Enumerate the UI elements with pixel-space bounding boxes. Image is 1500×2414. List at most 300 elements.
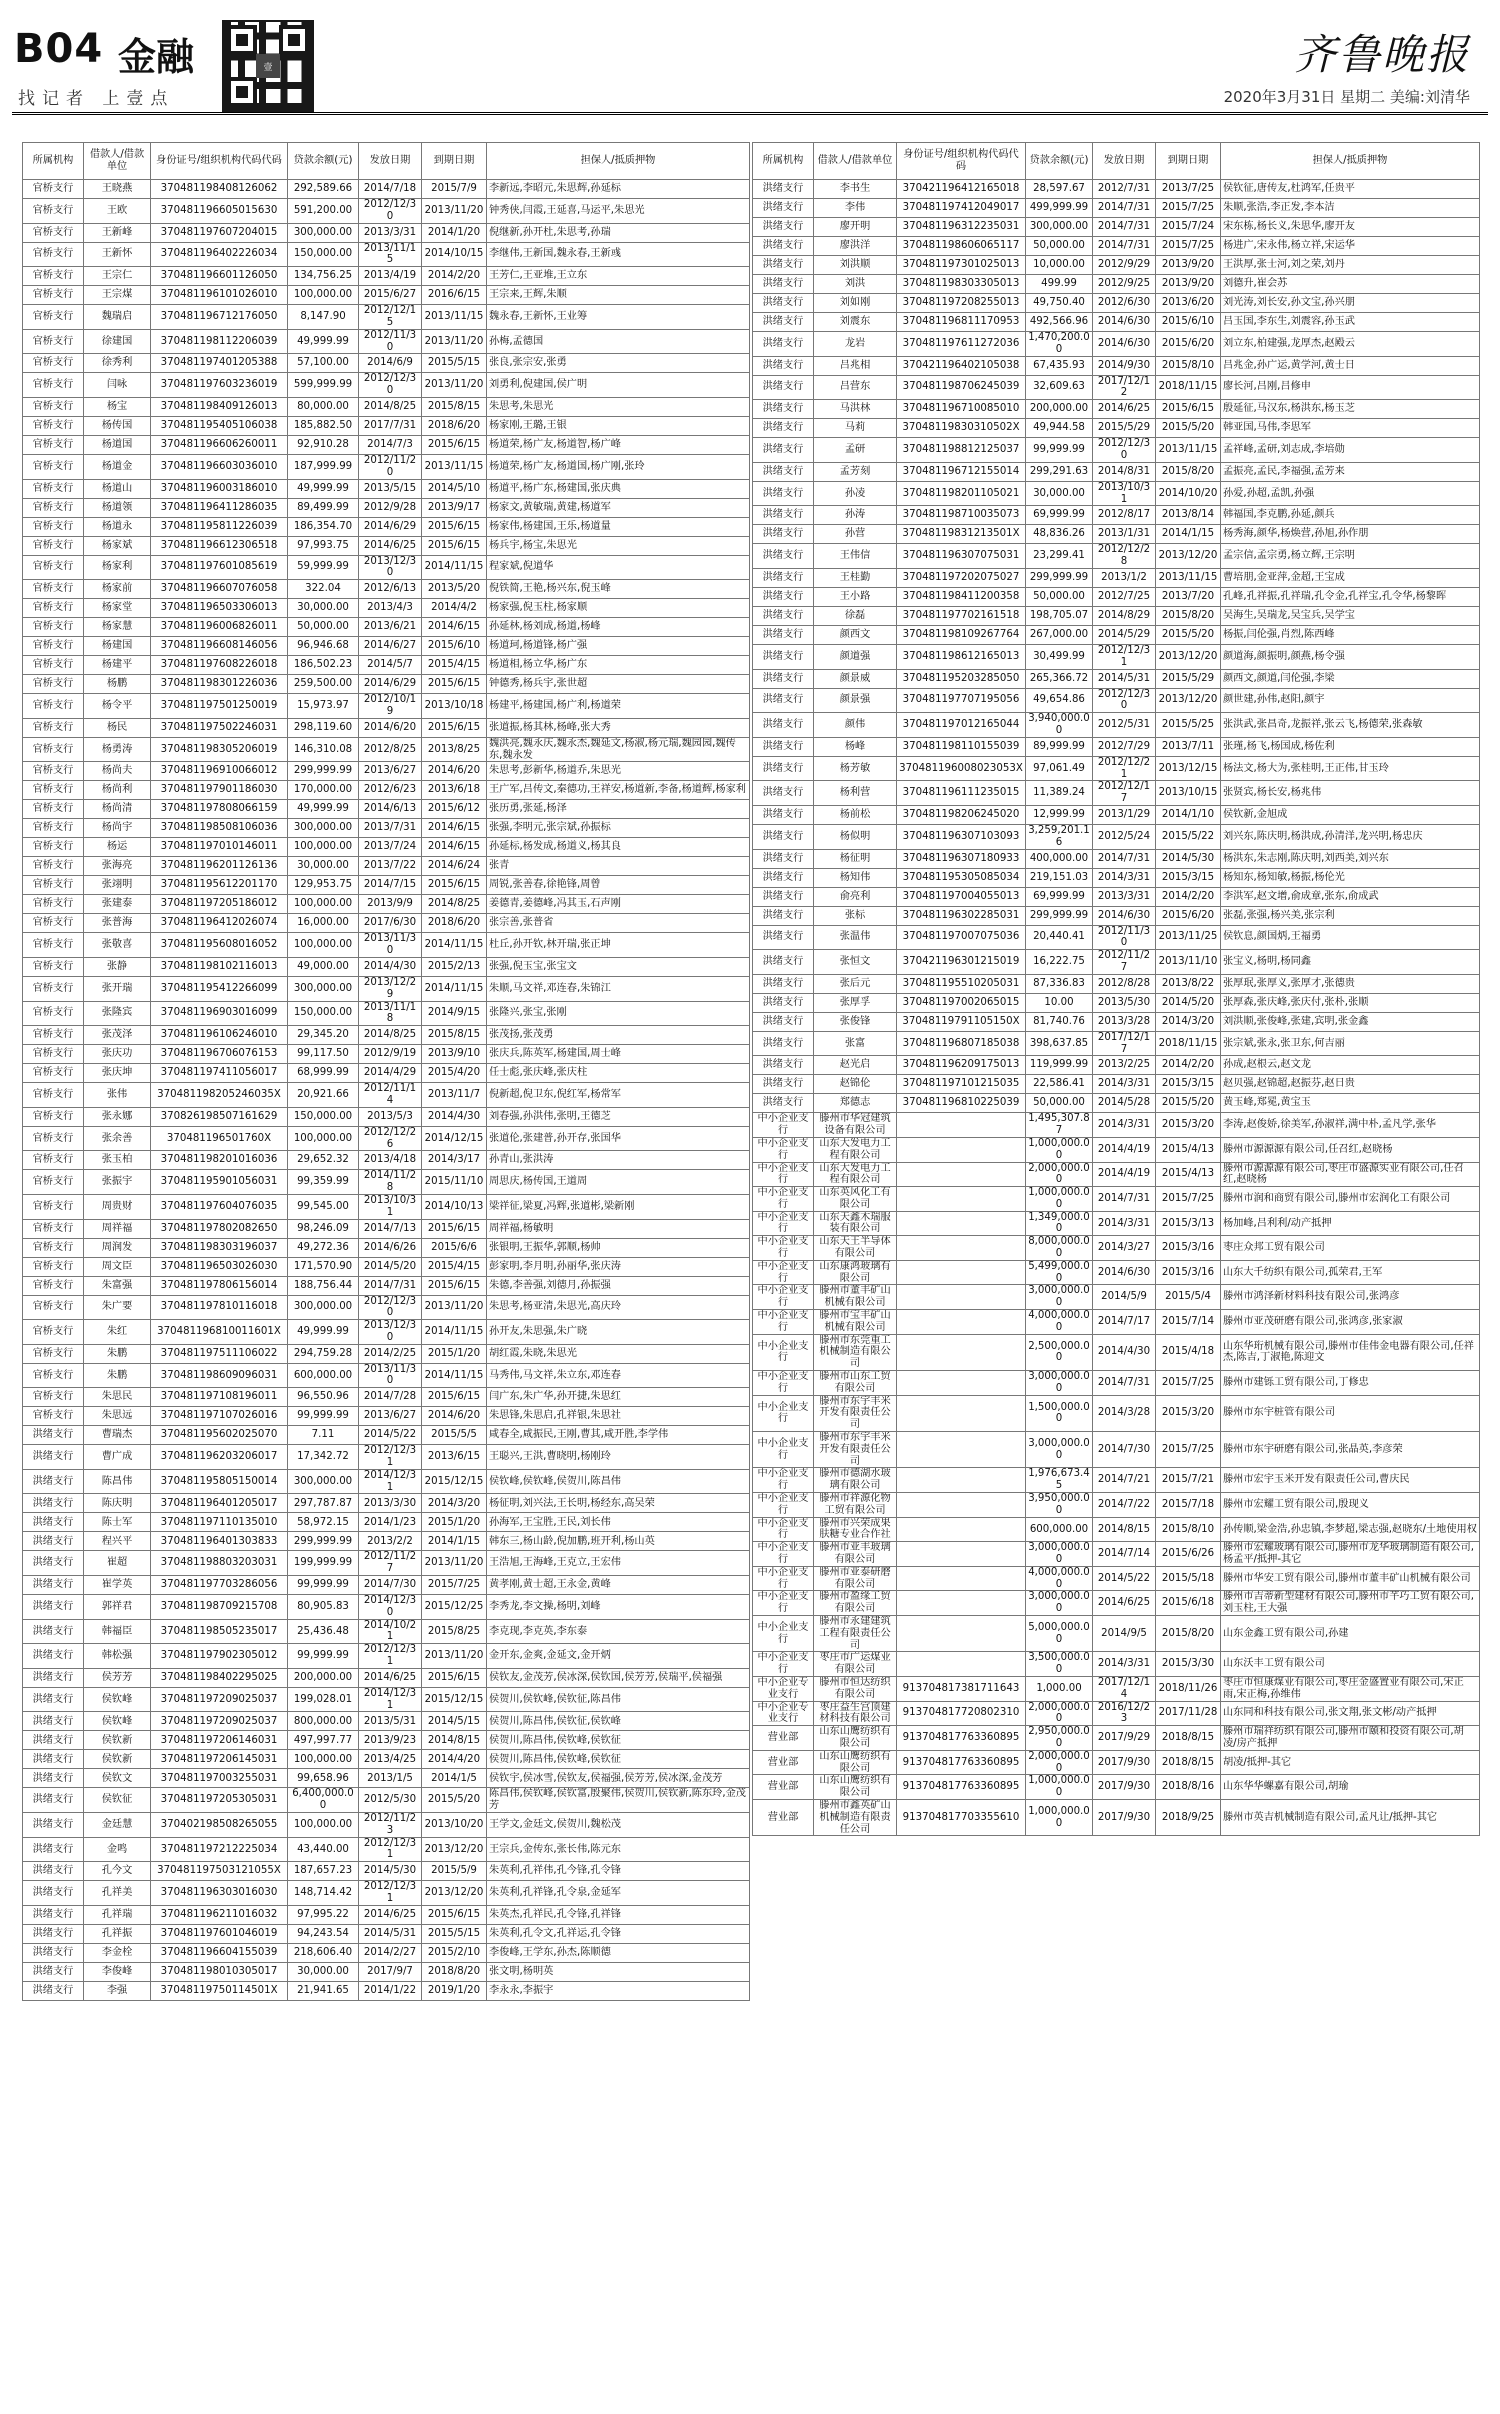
table-row xyxy=(753,1652,1480,1677)
table-cell: 300,000.00 xyxy=(288,223,359,242)
table-cell: 300,000.00 xyxy=(288,819,359,838)
table-cell: 滕州市华安工贸有限公司,滕州市董丰矿山机械有限公司 xyxy=(1221,1566,1480,1591)
table-cell: 43,440.00 xyxy=(288,1837,359,1862)
table-row xyxy=(23,329,750,354)
table-cell: 杨家前 xyxy=(84,580,151,599)
table-cell: 颜道海,颜振明,颜燕,杨令强 xyxy=(1221,644,1480,669)
table-row xyxy=(23,1126,750,1151)
table-cell: 370481198508106036 xyxy=(151,819,288,838)
table-cell: 2016/6/15 xyxy=(422,286,487,305)
table-cell: 2018/8/15 xyxy=(1156,1750,1221,1775)
table-row xyxy=(23,1426,750,1445)
table-cell: 370481195901056031 xyxy=(151,1170,288,1195)
table-cell: 官桥支行 xyxy=(23,1407,84,1426)
table-cell: 洪绪支行 xyxy=(23,1595,84,1620)
table-cell: 171,570.90 xyxy=(288,1257,359,1276)
table-cell: 22,586.41 xyxy=(1026,1075,1093,1094)
table-cell: 洪绪支行 xyxy=(753,1012,814,1031)
table-cell: 枣庄市广运煤业有限公司 xyxy=(814,1652,897,1677)
table-cell: 颜西文,颜道,闫伦强,李梁 xyxy=(1221,669,1480,688)
table-cell: 金开东,金爽,金延文,金开炳 xyxy=(487,1644,750,1669)
section-title: 金融 xyxy=(118,35,195,79)
table-cell: 2014/7/18 xyxy=(359,180,422,199)
table-cell: 滕州市德湖水玻璃有限公司 xyxy=(814,1468,897,1493)
table-cell: 370481198812125037 xyxy=(897,438,1026,463)
table-cell: 2012/12/17 xyxy=(1093,781,1156,806)
table-cell: 2018/11/15 xyxy=(1156,1031,1221,1056)
table-cell: 张庆坤 xyxy=(84,1064,151,1083)
table-cell: 370481196201126136 xyxy=(151,857,288,876)
table-cell: 49,944.58 xyxy=(1026,419,1093,438)
table-cell: 滕州市建铄工贸有限公司,丁修忠 xyxy=(1221,1371,1480,1396)
table-cell: 中小企业支行 xyxy=(753,1113,814,1138)
table-cell: 官桥支行 xyxy=(23,1276,84,1295)
table-row xyxy=(753,237,1480,256)
table-cell: 2015/6/15 xyxy=(422,718,487,737)
table-cell: 胡凌/抵押-其它 xyxy=(1221,1750,1480,1775)
table-cell: 2017/9/30 xyxy=(1093,1750,1156,1775)
table-cell: 2016/12/23 xyxy=(1093,1701,1156,1726)
table-cell: 洪绪支行 xyxy=(753,481,814,506)
table-cell: 滕州市山东工贸有限公司 xyxy=(814,1371,897,1396)
table-row xyxy=(753,1701,1480,1726)
table-cell: 2015/8/10 xyxy=(1156,1517,1221,1542)
table-row xyxy=(23,223,750,242)
table-cell: 2013/4/19 xyxy=(359,267,422,286)
table-cell: 杨兵宇,杨宝,朱思光 xyxy=(487,536,750,555)
table-cell: 孟芳刻 xyxy=(814,462,897,481)
table-cell: 2014/7/31 xyxy=(359,1276,422,1295)
table-cell: 370481197802082650 xyxy=(151,1219,288,1238)
table-cell: 2017/9/29 xyxy=(1093,1726,1156,1751)
table-cell: 朱鹏 xyxy=(84,1344,151,1363)
table-cell: 2014/7/31 xyxy=(1093,849,1156,868)
table-cell: 99,359.99 xyxy=(288,1170,359,1195)
table-cell: 孔祥美 xyxy=(84,1881,151,1906)
table-cell: 山东康鸿玻璃有限公司 xyxy=(814,1260,897,1285)
table-cell: 张瑾,杨飞,杨国成,杨佐利 xyxy=(1221,737,1480,756)
table-cell: 2015/5/20 xyxy=(1156,625,1221,644)
table-cell: 2012/6/30 xyxy=(1093,294,1156,313)
table-cell: 2015/4/15 xyxy=(422,656,487,675)
table-cell: 2015/6/20 xyxy=(1156,332,1221,357)
table-row xyxy=(753,356,1480,375)
table-cell: 2015/7/24 xyxy=(1156,218,1221,237)
table-row xyxy=(23,199,750,224)
table-cell: 2013/6/15 xyxy=(422,1445,487,1470)
table-cell: 370481197002065015 xyxy=(897,993,1026,1012)
table-cell: 山东山鹰纺织有限公司 xyxy=(814,1750,897,1775)
table-cell: 咸春全,咸振民,王刚,曹其,咸开胜,李学伟 xyxy=(487,1426,750,1445)
table-cell: 2014/7/22 xyxy=(1093,1493,1156,1518)
table-cell: 37048119830310502X xyxy=(897,419,1026,438)
table-cell: 370481197511106022 xyxy=(151,1344,288,1363)
table-cell: 王新峰 xyxy=(84,223,151,242)
table-cell: 2012/12/30 xyxy=(359,1295,422,1320)
table-cell: 370481198109267764 xyxy=(897,625,1026,644)
table-cell: 王广军,吕传文,秦德功,王祥安,杨道新,李备,杨道辉,杨家利 xyxy=(487,781,750,800)
table-cell xyxy=(897,1591,1026,1616)
table-cell: 370481196603036010 xyxy=(151,454,288,479)
table-cell: 2014/1/5 xyxy=(422,1769,487,1788)
table-cell: 官桥支行 xyxy=(23,1170,84,1195)
table-cell: 王宗兵,金传东,张长伟,陈元东 xyxy=(487,1837,750,1862)
table-cell: 2015/6/26 xyxy=(1156,1542,1221,1567)
table-cell: 洪绪支行 xyxy=(23,1881,84,1906)
table-cell: 洪绪支行 xyxy=(23,1750,84,1769)
table-cell: 1,500,000.00 xyxy=(1026,1395,1093,1431)
table-cell: 199,999.99 xyxy=(288,1551,359,1576)
table-cell: 2012/12/30 xyxy=(359,373,422,398)
table-cell: 89,999.99 xyxy=(1026,737,1093,756)
table-cell: 朱英利,孔祥锋,孔令泉,金延军 xyxy=(487,1881,750,1906)
table-cell: 洪绪支行 xyxy=(753,644,814,669)
table-cell: 370481197810116018 xyxy=(151,1295,288,1320)
table-cell: 2013/4/18 xyxy=(359,1151,422,1170)
table-cell: 370481197003255031 xyxy=(151,1769,288,1788)
table-cell: 中小企业支行 xyxy=(753,1211,814,1236)
table-cell: 2015/2/10 xyxy=(422,1943,487,1962)
table-row xyxy=(753,756,1480,781)
table-cell: 孔今文 xyxy=(84,1862,151,1881)
table-cell: 2012/11/14 xyxy=(359,1083,422,1108)
table-cell: 2017/9/30 xyxy=(1093,1799,1156,1835)
table-row xyxy=(753,993,1480,1012)
table-cell: 官桥支行 xyxy=(23,1064,84,1083)
table-cell: 金廷慧 xyxy=(84,1813,151,1838)
table-cell: 杨知伟 xyxy=(814,868,897,887)
table-cell: 99,999.99 xyxy=(1026,438,1093,463)
table-row xyxy=(23,1924,750,1943)
table-cell: 2013/5/31 xyxy=(359,1712,422,1731)
table-cell: 金鸣 xyxy=(84,1837,151,1862)
table-cell: 洪绪支行 xyxy=(753,606,814,625)
table-row xyxy=(753,199,1480,218)
table-cell: 2014/7/17 xyxy=(1093,1310,1156,1335)
table-cell: 370481198201105021 xyxy=(897,481,1026,506)
table-cell: 滕州市宏耀玻璃有限公司,滕州市龙华玻璃制造有限公司,杨孟平/抵押-其它 xyxy=(1221,1542,1480,1567)
table-row xyxy=(753,1162,1480,1187)
table-cell: 23,299.41 xyxy=(1026,544,1093,569)
table-cell: 370481197503121055X xyxy=(151,1862,288,1881)
table-row xyxy=(23,517,750,536)
table-row xyxy=(23,1064,750,1083)
table-cell: 2014/4/2 xyxy=(422,599,487,618)
table-cell: 28,597.67 xyxy=(1026,180,1093,199)
table-cell: 张振宇 xyxy=(84,1170,151,1195)
table-cell: 洪绪支行 xyxy=(753,218,814,237)
table-cell: 2014/5/22 xyxy=(359,1426,422,1445)
table-row xyxy=(753,824,1480,849)
table-cell: 张标 xyxy=(814,906,897,925)
table-cell: 孙爱,孙超,孟凯,孙强 xyxy=(1221,481,1480,506)
table-cell: 97,993.75 xyxy=(288,536,359,555)
table-cell: 张伟 xyxy=(84,1083,151,1108)
table-row xyxy=(23,1731,750,1750)
table-cell: 杨令平 xyxy=(84,694,151,719)
table-cell: 杨尚利 xyxy=(84,781,151,800)
table-cell: 张隆兴,张宝,张刚 xyxy=(487,1001,750,1026)
table-cell: 97,061.49 xyxy=(1026,756,1093,781)
qr-code-icon[interactable] xyxy=(222,20,314,112)
table-cell: 2014/4/29 xyxy=(359,1064,422,1083)
table-cell: 洪绪支行 xyxy=(23,1494,84,1513)
table-cell: 2015/3/15 xyxy=(1156,1075,1221,1094)
table-cell: 官桥支行 xyxy=(23,1344,84,1363)
page-code: B04 xyxy=(14,26,104,72)
table-cell: 370481197007075036 xyxy=(897,925,1026,950)
table-cell: 2014/3/17 xyxy=(422,1151,487,1170)
table-cell: 2015/6/6 xyxy=(422,1238,487,1257)
table-cell: 杨征明,刘兴法,王长明,杨经东,高吴荣 xyxy=(487,1494,750,1513)
table-cell: 2014/8/25 xyxy=(422,895,487,914)
table-cell: 370481198201016036 xyxy=(151,1151,288,1170)
table-cell: 洪绪支行 xyxy=(23,1905,84,1924)
table-cell: 洪绪支行 xyxy=(23,1962,84,1981)
table-cell: 侯钦峰 xyxy=(84,1687,151,1712)
col-header: 身份证号/组织机构代码代码 xyxy=(897,143,1026,180)
table-row xyxy=(23,1170,750,1195)
table-cell: 孟祥峰,孟研,刘志成,李培勋 xyxy=(1221,438,1480,463)
table-cell: 崔超 xyxy=(84,1551,151,1576)
table-cell: 2014/11/15 xyxy=(422,1363,487,1388)
table-cell: 洪绪支行 xyxy=(23,1813,84,1838)
table-cell: 2015/7/25 xyxy=(1156,199,1221,218)
table-cell: 370481198606065117 xyxy=(897,237,1026,256)
table-cell: 张洪武,张昌奇,龙振祥,张云飞,杨德荣,张森敏 xyxy=(1221,713,1480,738)
table-cell: 50,000.00 xyxy=(288,618,359,637)
table-cell: 2012/9/29 xyxy=(1093,256,1156,275)
table-cell: 370481198303196037 xyxy=(151,1238,288,1257)
table-row xyxy=(23,1276,750,1295)
table-cell: 370481197010146011 xyxy=(151,838,288,857)
table-cell: 张银明,王振华,郭顺,杨帅 xyxy=(487,1238,750,1257)
table-cell: 2015/3/30 xyxy=(1156,1652,1221,1677)
table-row xyxy=(23,1257,750,1276)
table-cell: 96,550.96 xyxy=(288,1388,359,1407)
table-cell: 杨建国 xyxy=(84,637,151,656)
table-cell: 2012/12/21 xyxy=(1093,756,1156,781)
table-cell: 2013/2/2 xyxy=(359,1532,422,1551)
table-cell: 370481197209025037 xyxy=(151,1712,288,1731)
table-cell: 钟秀侠,闫霞,王延喜,马运平,朱思光 xyxy=(487,199,750,224)
table-cell: 洪绪支行 xyxy=(23,1924,84,1943)
table-cell: 2015/6/27 xyxy=(359,286,422,305)
table-row xyxy=(23,242,750,267)
table-cell: 2014/7/31 xyxy=(1093,1187,1156,1212)
table-row xyxy=(23,838,750,857)
table-row xyxy=(23,933,750,958)
table-cell: 周锐,张善春,徐艳锋,周曾 xyxy=(487,876,750,895)
table-cell: 2014/3/31 xyxy=(1093,868,1156,887)
table-cell: 侯钦征 xyxy=(84,1788,151,1813)
table-cell: 陈昌伟 xyxy=(84,1469,151,1494)
table-cell: 370481196203206017 xyxy=(151,1445,288,1470)
table-cell: 2015/8/20 xyxy=(1156,462,1221,481)
table-cell: 孙海军,王宝胜,王民,刘长伟 xyxy=(487,1513,750,1532)
table-cell: 洪绪支行 xyxy=(753,1031,814,1056)
table-cell: 张温伟 xyxy=(814,925,897,950)
table-cell: 2014/4/30 xyxy=(1093,1334,1156,1370)
table-cell: 杨征明 xyxy=(814,849,897,868)
table-cell: 298,119.60 xyxy=(288,718,359,737)
table-cell: 滕州市祥源化物工贸有限公司 xyxy=(814,1493,897,1518)
table-cell: 官桥支行 xyxy=(23,762,84,781)
table-cell: 100,000.00 xyxy=(288,1813,359,1838)
table-cell: 2014/11/15 xyxy=(422,976,487,1001)
table-cell: 2013/1/5 xyxy=(359,1769,422,1788)
table-cell: 侯钦新,金旭成 xyxy=(1221,805,1480,824)
table-cell: 370481197209025037 xyxy=(151,1687,288,1712)
table-cell: 韩东三,杨山龄,倪加鹏,班开利,杨山英 xyxy=(487,1532,750,1551)
table-cell: 2013/11/15 xyxy=(359,242,422,267)
table-cell: 591,200.00 xyxy=(288,199,359,224)
table-cell: 吕兆金,孙广运,黄学河,黄士日 xyxy=(1221,356,1480,375)
table-cell: 2015/7/25 xyxy=(1156,1432,1221,1468)
table-cell: 370481196101026010 xyxy=(151,286,288,305)
table-cell: 倪继新,孙开杜,朱思考,孙瑞 xyxy=(487,223,750,242)
table-cell: 370481196710085010 xyxy=(897,400,1026,419)
table-cell: 王桂勤 xyxy=(814,568,897,587)
table-row xyxy=(753,180,1480,199)
table-cell: 滕州市永建建筑工程有限责任公司 xyxy=(814,1615,897,1651)
table-cell: 2014/3/31 xyxy=(1093,1075,1156,1094)
table-cell: 2012/12/31 xyxy=(359,1644,422,1669)
table-cell: 洪绪支行 xyxy=(753,180,814,199)
table-cell: 2018/8/16 xyxy=(1156,1775,1221,1800)
table-row xyxy=(23,895,750,914)
table-row xyxy=(753,1493,1480,1518)
table-cell: 370481198102116013 xyxy=(151,957,288,976)
table-row xyxy=(23,1238,750,1257)
table-cell: 2013/7/31 xyxy=(359,819,422,838)
table-cell: 300,000.00 xyxy=(1026,218,1093,237)
table-cell: 山东金鑫工贸有限公司,孙建 xyxy=(1221,1615,1480,1651)
table-cell: 侯钦峰 xyxy=(84,1712,151,1731)
table-cell: 山东英风化工有限公司 xyxy=(814,1187,897,1212)
table-cell: 朱思远 xyxy=(84,1407,151,1426)
table-cell: 99,117.50 xyxy=(288,1045,359,1064)
table-cell: 2012/9/19 xyxy=(359,1045,422,1064)
table-cell: 370481198706245039 xyxy=(897,375,1026,400)
table-cell: 2013/5/3 xyxy=(359,1107,422,1126)
table-cell: 2012/11/30 xyxy=(1093,925,1156,950)
table-cell: 2014/10/21 xyxy=(359,1619,422,1644)
table-cell: 2015/4/18 xyxy=(1156,1334,1221,1370)
table-cell: 2012/8/28 xyxy=(1093,974,1156,993)
table-cell: 913704817703355610 xyxy=(897,1799,1026,1835)
table-cell: 官桥支行 xyxy=(23,305,84,330)
table-row xyxy=(23,1750,750,1769)
table-cell: 孙梅,孟德国 xyxy=(487,329,750,354)
table-cell: 2014/1/23 xyxy=(359,1513,422,1532)
table-cell: 2014/6/29 xyxy=(359,517,422,536)
table-cell: 李俊峰 xyxy=(84,1962,151,1981)
table-row xyxy=(753,1676,1480,1701)
table-cell: 2015/5/9 xyxy=(422,1862,487,1881)
table-cell: 2015/7/18 xyxy=(1156,1493,1221,1518)
table-cell: 96,946.68 xyxy=(288,637,359,656)
table-cell: 2015/2/13 xyxy=(422,957,487,976)
col-header: 到期日期 xyxy=(422,143,487,180)
table-row xyxy=(23,599,750,618)
table-cell: 2012/11/20 xyxy=(359,454,422,479)
table-cell: 吕兆相 xyxy=(814,356,897,375)
table-row xyxy=(753,1012,1480,1031)
table-cell: 48,836.26 xyxy=(1026,525,1093,544)
table-cell: 370481197110135010 xyxy=(151,1513,288,1532)
table-cell: 67,435.93 xyxy=(1026,356,1093,375)
table-cell: 杨家文,黄敏瑞,黄建,杨道军 xyxy=(487,498,750,517)
table-cell: 2012/10/19 xyxy=(359,694,422,719)
table-row xyxy=(753,275,1480,294)
table-cell: 官桥支行 xyxy=(23,354,84,373)
table-cell: 朱思考,杨亚清,朱思光,高庆玲 xyxy=(487,1295,750,1320)
table-cell xyxy=(897,1468,1026,1493)
table-cell: 30,000.00 xyxy=(288,1962,359,1981)
table-cell: 官桥支行 xyxy=(23,397,84,416)
table-cell: 2015/12/25 xyxy=(422,1595,487,1620)
table-cell: 李克现,李克英,李东泰 xyxy=(487,1619,750,1644)
table-cell: 2012/11/23 xyxy=(359,1813,422,1838)
table-cell xyxy=(897,1113,1026,1138)
table-cell: 370481197301025013 xyxy=(897,256,1026,275)
table-cell: 杜丘,孙开钦,林开瑞,张正坤 xyxy=(487,933,750,958)
table-cell: 杨尚夫 xyxy=(84,762,151,781)
table-cell: 李金栓 xyxy=(84,1943,151,1962)
table-cell: 2014/5/9 xyxy=(1093,1285,1156,1310)
table-cell: 2014/7/31 xyxy=(1093,218,1156,237)
table-cell: 2013/12/30 xyxy=(359,555,422,580)
table-row xyxy=(23,1668,750,1687)
table-cell: 2012/11/27 xyxy=(359,1551,422,1576)
table-cell: 朱思锋,朱思启,孔祥银,朱思社 xyxy=(487,1407,750,1426)
table-cell: 370481197501250019 xyxy=(151,694,288,719)
table-cell: 官桥支行 xyxy=(23,656,84,675)
table-cell: 600,000.00 xyxy=(288,1363,359,1388)
table-cell: 2014/9/30 xyxy=(1093,356,1156,375)
table-cell: 杨鹏 xyxy=(84,675,151,694)
table-cell: 2014/5/15 xyxy=(422,1712,487,1731)
table-cell: 2014/6/15 xyxy=(422,819,487,838)
table-cell: 370826198507161629 xyxy=(151,1107,288,1126)
left-column xyxy=(22,142,750,2001)
table-row xyxy=(753,781,1480,806)
table-cell: 2012/7/31 xyxy=(1093,180,1156,199)
table-cell: 370481198301226036 xyxy=(151,675,288,694)
table-cell: 2015/4/13 xyxy=(1156,1137,1221,1162)
table-cell: 洪绪支行 xyxy=(753,462,814,481)
table-cell: 5,000,000.00 xyxy=(1026,1615,1093,1651)
table-row xyxy=(753,438,1480,463)
slogan: 找记者 上壹点 xyxy=(18,89,175,109)
table-row xyxy=(23,373,750,398)
table-cell: 官桥支行 xyxy=(23,718,84,737)
table-cell: 370481195405106038 xyxy=(151,416,288,435)
table-row xyxy=(23,1388,750,1407)
table-cell: 滕州市东宇丰米开发有限责任公司 xyxy=(814,1395,897,1431)
table-cell: 洪绪支行 xyxy=(753,1075,814,1094)
table-cell: 滕州市宏耀工贸有限公司,殷现义 xyxy=(1221,1493,1480,1518)
table-cell: 370481197004055013 xyxy=(897,887,1026,906)
table-cell: 官桥支行 xyxy=(23,1083,84,1108)
table-cell: 杨运 xyxy=(84,838,151,857)
table-cell: 370481197902305012 xyxy=(151,1644,288,1669)
table-cell: 2014/6/30 xyxy=(1093,1260,1156,1285)
table-row xyxy=(23,1837,750,1862)
table-cell: 王芳仁,王亚堆,王立东 xyxy=(487,267,750,286)
table-cell: 146,310.08 xyxy=(288,737,359,762)
